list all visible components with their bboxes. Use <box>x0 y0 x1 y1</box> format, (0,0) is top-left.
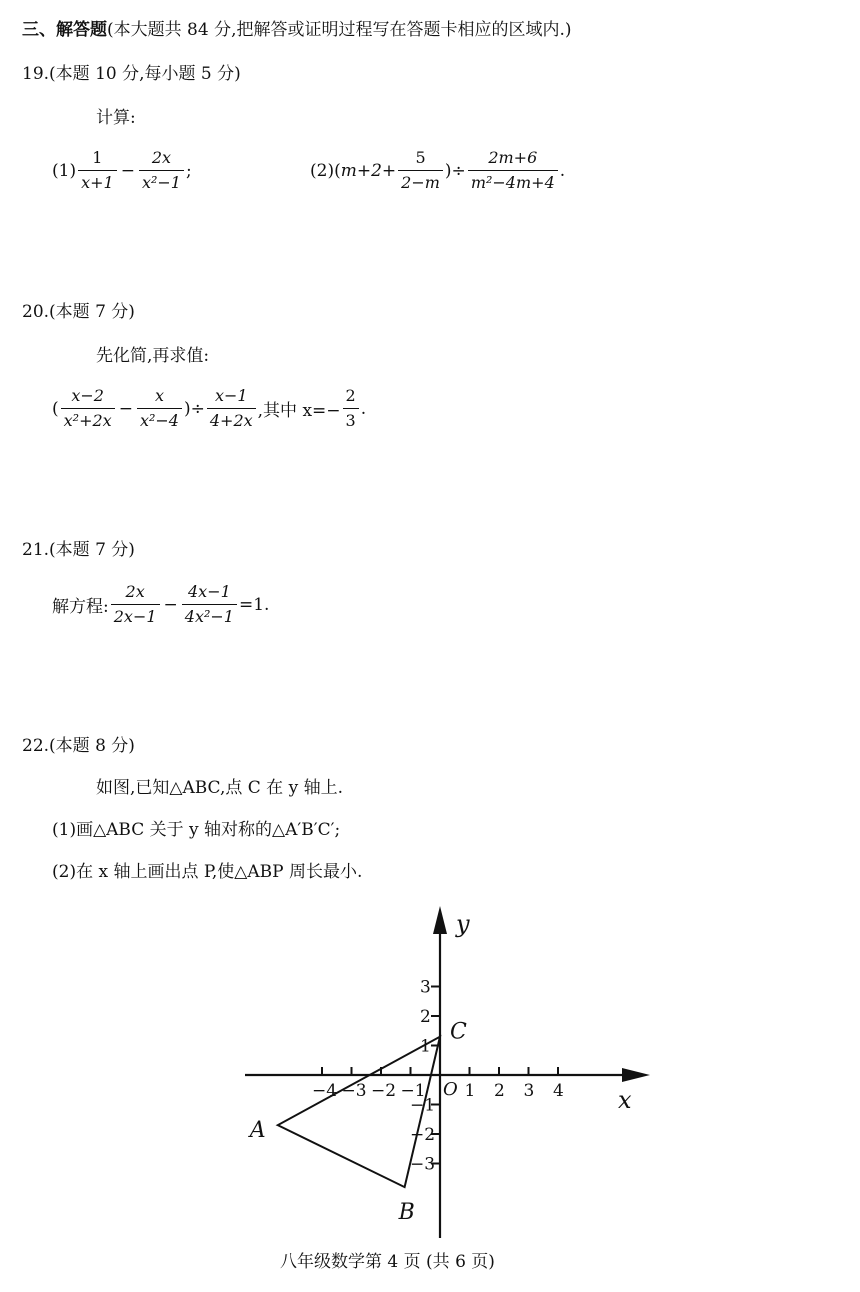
y-tick-label: −2 <box>410 1125 436 1145</box>
punctuation: . <box>559 160 566 181</box>
q20-expression <box>52 386 366 431</box>
q22-part2: (2)在 x 轴上画出点 P,使△ABP 周长最小. <box>52 862 363 882</box>
fraction <box>137 386 182 431</box>
fraction <box>343 386 359 431</box>
y-tick-label: −1 <box>410 1095 436 1116</box>
section-title: 三、解答题 <box>22 20 107 40</box>
q19-instruction: 计算: <box>96 108 136 128</box>
fraction-denominator: x²−1 <box>139 170 184 193</box>
page-footer: 八年级数学第 4 页 (共 6 页) <box>280 1252 495 1272</box>
q21-header: 21.(本题 7 分) <box>22 540 135 560</box>
section-heading <box>22 18 572 42</box>
fraction-denominator: 4+2x <box>207 408 256 431</box>
q21-equation <box>52 582 269 627</box>
fraction-numerator: 5 <box>415 148 426 167</box>
fraction-numerator: 2x <box>125 582 145 601</box>
x-tick-label: 4 <box>553 1081 564 1101</box>
x-tick-label: −1 <box>400 1081 426 1101</box>
point-label-c: C <box>450 1019 467 1045</box>
operator: − <box>118 398 133 419</box>
fraction-denominator: x²−4 <box>137 408 182 431</box>
fraction <box>207 386 256 431</box>
q22-intro: 如图,已知△ABC,点 C 在 y 轴上. <box>96 778 343 798</box>
point-label-b: B <box>398 1200 415 1226</box>
fraction-denominator: 3 <box>343 408 359 431</box>
punctuation: ; <box>185 160 192 181</box>
q19-part2 <box>310 148 565 193</box>
fraction-numerator: 2m+6 <box>488 148 538 167</box>
fraction-numerator: x−2 <box>71 386 104 405</box>
q19-part1 <box>52 148 192 193</box>
q19-header: 19.(本题 10 分,每小题 5 分) <box>22 64 241 84</box>
q19-p2-label: (2)( <box>310 160 341 181</box>
equation-rhs: =1. <box>238 594 270 615</box>
point-label-a: A <box>249 1118 266 1144</box>
fraction-numerator: 4x−1 <box>187 582 231 601</box>
q22-header: 22.(本题 8 分) <box>22 736 135 756</box>
fraction <box>78 148 117 193</box>
fraction-denominator: 2x−1 <box>111 604 160 627</box>
operator: )÷ <box>183 398 205 419</box>
operator: − <box>120 160 135 181</box>
x-tick-label: 3 <box>523 1081 535 1101</box>
operator: − <box>163 594 178 615</box>
fraction <box>111 582 160 627</box>
q19-p1-label: (1) <box>52 160 77 181</box>
q22-part1: (1)画△ABC 关于 y 轴对称的△A′B′C′; <box>52 820 341 840</box>
fraction-denominator: 4x²−1 <box>182 604 237 627</box>
fraction <box>139 148 184 193</box>
y-tick-label: −3 <box>410 1154 436 1175</box>
fraction <box>182 582 237 627</box>
x-tick-label: 2 <box>494 1081 505 1101</box>
condition-text: ,其中 x=− <box>257 401 341 421</box>
fraction-denominator: x+1 <box>78 170 117 193</box>
fraction-denominator: 2−m <box>398 170 443 193</box>
y-axis-label: y <box>456 910 470 938</box>
origin-label: O <box>443 1079 458 1100</box>
x-tick-label: −4 <box>312 1081 338 1101</box>
q20-instruction: 先化简,再求值: <box>96 346 210 366</box>
equation-label: 解方程: <box>52 597 109 617</box>
y-axis-arrow <box>433 906 447 934</box>
y-tick-label: 2 <box>420 1007 431 1027</box>
coordinate-figure <box>230 900 670 1245</box>
axes <box>245 906 650 1238</box>
fraction-numerator: 1 <box>92 148 103 167</box>
fraction <box>61 386 115 431</box>
fraction <box>398 148 443 193</box>
q20-header: 20.(本题 7 分) <box>22 302 135 322</box>
x-axis-arrow <box>622 1068 650 1082</box>
section-note: (本大题共 84 分,把解答或证明过程写在答题卡相应的区域内.) <box>107 20 572 40</box>
y-tick-label: 3 <box>420 977 431 998</box>
punctuation: . <box>360 398 367 419</box>
x-tick-label: −3 <box>341 1081 367 1101</box>
fraction-numerator: x−1 <box>214 386 248 405</box>
fraction-denominator: m²−4m+4 <box>468 170 558 193</box>
operator: )÷ <box>444 160 466 181</box>
x-axis-label: x <box>618 1086 632 1114</box>
x-tick-label: 1 <box>464 1081 476 1101</box>
fraction <box>468 148 558 193</box>
fraction-numerator: 2 <box>345 386 356 405</box>
paren: ( <box>52 398 59 419</box>
expression: m+2+ <box>340 160 397 181</box>
fraction-denominator: x²+2x <box>61 408 115 431</box>
x-tick-label: −2 <box>371 1081 397 1101</box>
fraction-numerator: 2x <box>151 148 172 167</box>
y-tick-label: 1 <box>420 1036 431 1057</box>
fraction-numerator: x <box>154 386 164 405</box>
